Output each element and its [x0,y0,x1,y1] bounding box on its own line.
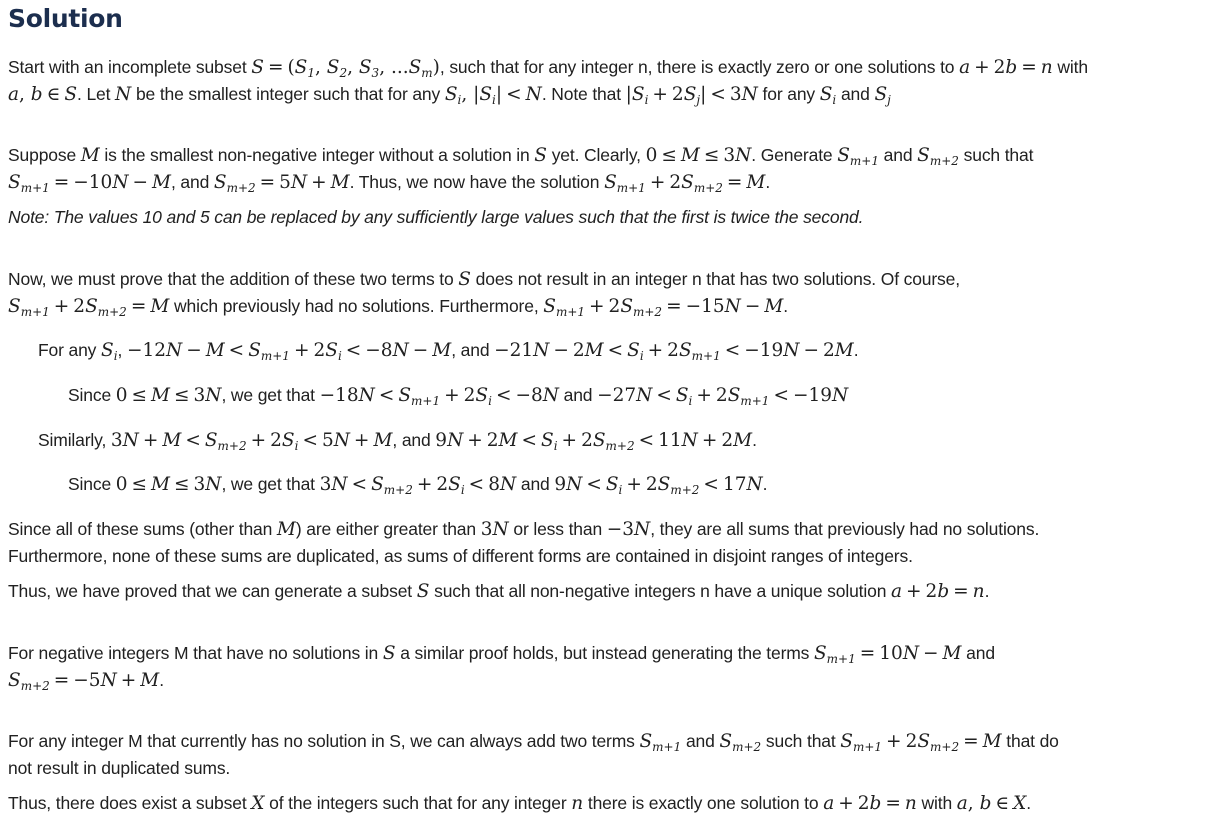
math-expression: X [251,793,265,814]
paragraph-p2 [8,142,1208,196]
text-run: Thus, we have proved that we can generate a subset [8,581,417,601]
math-expression: $S_{m+1} = 10N - M$ [813,643,962,666]
text-run: Note: The values 10 and 5 can be replaced by any sufficiently large values such that the first is twice the second. [8,207,864,227]
text-run: such that [761,731,841,751]
math-expression: a, b ∈ X [956,793,1027,814]
math-expression: S [458,269,471,290]
text-run: for any [757,84,820,104]
text-run: such that [958,145,1034,165]
paragraph-p7 [38,427,1215,454]
paragraph-p9 [8,516,1208,569]
paragraph-p13 [8,790,1208,817]
text-run: Similarly, [38,430,111,450]
text-run: ) are either greater than [295,519,481,539]
text-run: , we get that [221,474,320,494]
text-run: that do [1001,731,1059,751]
text-run: does not result in an integer n that has two solutions. Of course, [470,269,960,289]
text-run: . Let [77,84,116,104]
text-line [8,293,1208,320]
text-run: . [765,172,771,192]
math-expression: N [115,84,132,105]
text-run: Furthermore, none of these sums are duplicated, as sums of different forms are contained in disjoint ranges of integers. [8,546,913,566]
text-line [68,471,1215,498]
text-line [8,790,1208,817]
text-line [38,427,1215,454]
math-expression: n [571,793,584,814]
text-run: is the smallest non-negative integer without a solution in [99,145,535,165]
text-line [8,266,1208,293]
page-title: Solution [8,4,123,33]
text-run: , and [392,430,436,450]
paragraph-p10 [8,578,1208,605]
math-expression: $S_{m+2}$ [917,145,959,168]
text-run: . Note that [541,84,626,104]
text-line [8,578,1208,605]
text-run: Start with an incomplete subset [8,57,252,77]
text-run: and [961,643,995,663]
text-line [68,382,1215,409]
text-line [8,169,1208,196]
math-expression: $-18N < S_{m+1} + 2S_i < -8N$ [319,385,559,408]
text-line [8,54,1208,81]
text-run: . [762,474,768,494]
math-expression: $|S_i + 2S_j| < 3N$ [625,84,758,107]
math-expression: a + 2b = n [959,57,1053,78]
math-expression: 0 ≤ M ≤ 3N [115,385,222,406]
text-run: , we get that [221,385,320,405]
text-run: . [752,430,757,450]
text-run: with [1052,57,1088,77]
text-run: Thus, there does exist a subset [8,793,252,813]
text-run: a similar proof holds, but instead generating the terms [395,643,814,663]
text-run: , [117,340,127,360]
math-expression: −3N [606,519,651,540]
math-expression: $-12N - M < S_{m+1} + 2S_i < -8N - M$ [126,340,452,363]
text-run: . Thus, we now have the solution [349,172,605,192]
paragraph-p3 [8,204,1208,230]
math-expression: S [534,145,547,166]
text-run: , they are all sums that previously had no solutions. [650,519,1040,539]
text-run: yet. Clearly, [546,145,646,165]
text-run: , such that for any integer n, there is exactly zero or one solutions to [439,57,960,77]
math-expression: a + 2b = n [823,793,917,814]
text-line [8,516,1208,543]
text-run: there is exactly one solution to [583,793,824,813]
text-run: . [853,340,859,360]
text-line [8,640,1208,667]
text-run: be the smallest integer such that for any [131,84,445,104]
math-expression: $S_{m+2}$ [719,731,762,754]
math-expression: $3N < S_{m+2} + 2S_i < 8N$ [319,474,517,497]
math-expression: $-27N < S_i + 2S_{m+1} < -19N$ [597,385,849,408]
math-expression: 3N [480,519,509,540]
text-run: . [159,670,164,690]
text-run: and [681,731,720,751]
math-expression: $S_{m+1}$ [837,145,879,168]
text-line [8,667,1208,694]
text-run: with [916,793,957,813]
math-expression: $S_{m+1} + 2S_{m+2} = M$ [604,172,766,195]
math-expression: $9N + 2M < S_i + 2S_{m+2} < 11N + 2M$ [435,430,753,453]
math-expression: S [382,643,396,664]
text-line [8,81,1208,108]
math-expression: $S_{m+1} + 2S_{m+2} = M$ [840,731,1002,754]
math-expression: $S_j$ [874,84,891,107]
math-expression: a, b ∈ S [8,84,78,105]
text-line [8,142,1208,169]
paragraph-p12 [8,728,1208,781]
text-run: . Generate [751,145,838,165]
math-expression: $S_{m+2} = -5N + M$ [8,670,160,693]
text-run: Since [68,474,116,494]
text-run: and [836,84,875,104]
text-run: not result in duplicated sums. [8,758,231,778]
math-expression: $S_i$ [101,340,118,363]
text-run: Since [68,385,116,405]
math-expression: $S_{m+1} + 2S_{m+2} = -15N - M$ [543,296,784,319]
math-expression: $S_i$, $|S_i| < N$ [444,84,542,107]
text-run: and [558,385,598,405]
math-expression: $S_{m+1} = -10N - M$ [8,172,171,195]
text-run: Since all of these sums (other than [8,519,277,539]
text-run: and [878,145,918,165]
text-run: Now, we must prove that the addition of these two terms to [8,269,459,289]
paragraph-p1 [8,54,1208,108]
text-run: For any integer M that currently has no solution in S, we can always add two terms [8,731,640,751]
math-expression: $S = (S_1$, $S_2$, $S_3$, $...S_m$) [251,57,440,80]
paragraph-p6 [68,382,1215,409]
text-line [8,543,1208,569]
text-run: . [783,296,789,316]
paragraph-p5 [38,337,1215,364]
text-run: For any [38,340,101,360]
text-run: . [984,581,990,601]
text-run: , and [170,172,214,192]
paragraph-p4 [8,266,1208,320]
text-line [8,728,1208,755]
math-expression: $S_{m+1} + 2S_{m+2} = M$ [8,296,170,319]
text-run: such that all non-negative integers n have a unique solution [429,581,891,601]
math-expression: $3N + M < S_{m+2} + 2S_i < 5N + M$ [110,430,393,453]
text-line [8,204,1208,230]
math-expression: $S_{m+2} = 5N + M$ [213,172,350,195]
math-expression: S [416,581,430,602]
text-run: and [516,474,555,494]
math-expression: $-21N - 2M < S_i + 2S_{m+1} < -19N - 2M$ [494,340,854,363]
math-expression: M [80,145,100,166]
text-run: which previously had no solutions. Furthermore, [169,296,544,316]
math-expression: $S_{m+1}$ [639,731,682,754]
text-line [8,755,1208,781]
text-line [38,337,1215,364]
text-run: or less than [508,519,607,539]
text-run: Suppose [8,145,81,165]
math-expression: $9N < S_i + 2S_{m+2} < 17N$ [554,474,763,497]
text-run: For negative integers M that have no solutions in [8,643,383,663]
math-expression: $S_i$ [819,84,837,107]
text-run: of the integers such that for any integer [264,793,572,813]
text-run: . [1026,793,1031,813]
math-expression: 0 ≤ M ≤ 3N [115,474,222,495]
math-expression: M [276,519,296,540]
math-expression: a + 2b = n [890,581,985,602]
math-expression: 0 ≤ M ≤ 3N [645,145,752,166]
text-run: , and [451,340,495,360]
paragraph-p8 [68,471,1215,498]
paragraph-p11 [8,640,1208,694]
